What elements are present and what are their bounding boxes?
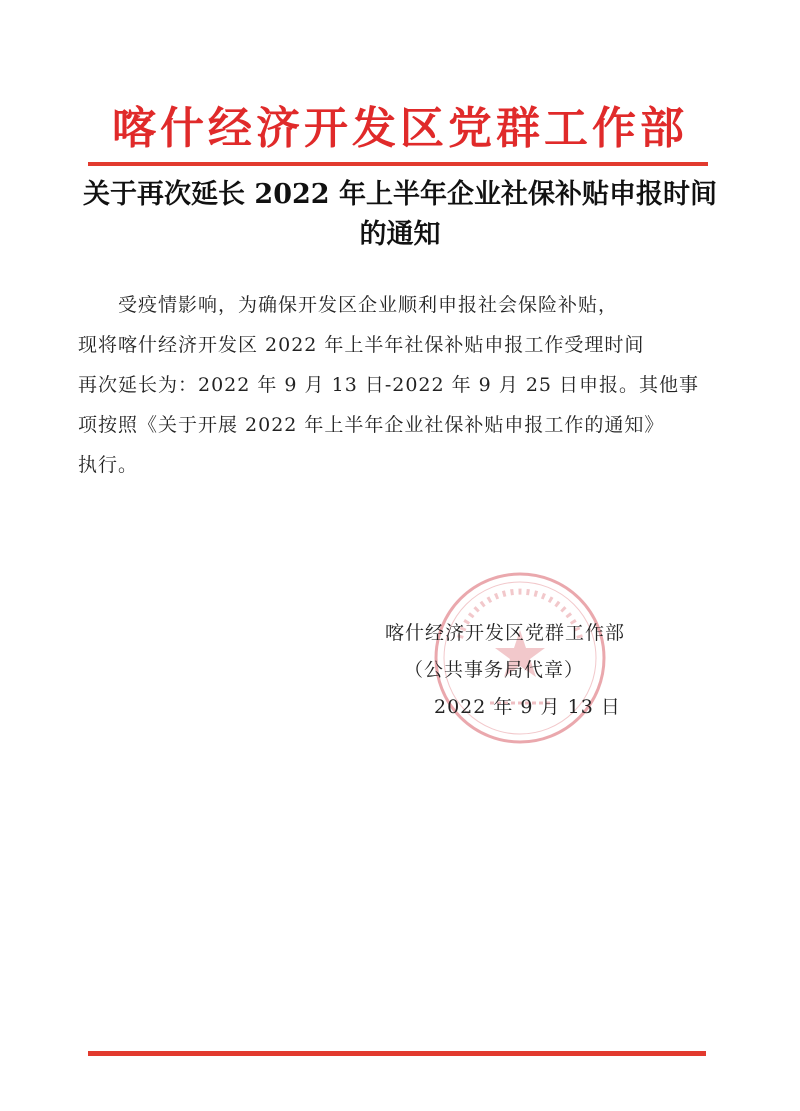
body-line-4: 项按照《关于开展 2022 年上半年企业社保补贴申报工作的通知》: [78, 414, 665, 436]
signature-org: 喀什经济开发区党群工作部: [385, 622, 626, 644]
notice-title-line-1: 关于再次延长 2022 年上半年企业社保补贴申报时间: [83, 179, 717, 210]
header-red-rule: [88, 162, 708, 166]
notice-title-line-2: 的通知: [359, 219, 441, 250]
body-line-1: 受疫情影响，为确保开发区企业顺利申报社会保险补贴，: [118, 294, 619, 316]
body-line-3: 再次延长为：2022 年 9 月 13 日-2022 年 9 月 25 日申报。其他事: [78, 374, 700, 396]
org-header-title: 喀什经济开发区党群工作部: [112, 103, 688, 154]
signature-seal-note: （公共事务局代章）: [404, 659, 585, 681]
footer-red-rule: [88, 1051, 706, 1056]
body-line-2: 现将喀什经济开发区 2022 年上半年社保补贴申报工作受理时间: [78, 334, 645, 356]
signature-date: 2022 年 9 月 13 日: [434, 696, 621, 718]
body-line-5: 执行。: [78, 454, 139, 476]
